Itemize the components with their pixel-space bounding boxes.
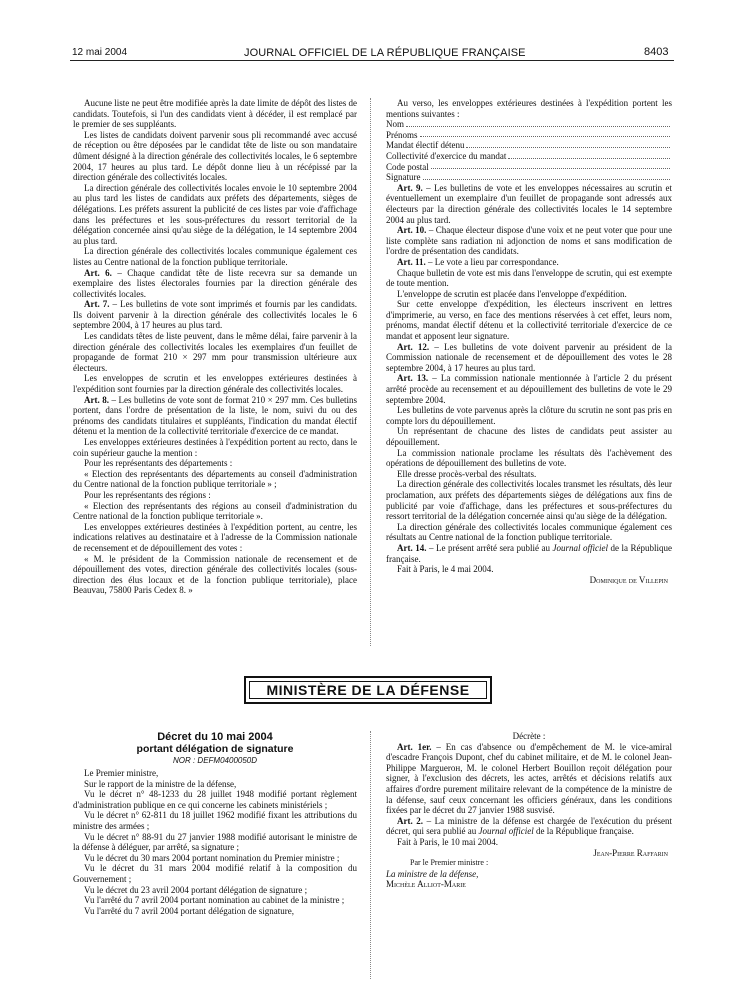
visa: Vu le décret du 23 avril 2004 portant délégation de signature ;: [84, 884, 308, 895]
article-8: [73, 395, 357, 437]
article-label: Art. 10.: [397, 225, 427, 236]
paragraph: Les listes de candidats doivent parvenir sous pli recommandé avec accusé de réception ou être déposées par le candidat tête de liste ou son mandataire dûment désigné à la direction générale des collectivités locales, le 6 septembre 2004, 17 heures au plus tard. Le dépôt donne lieu à un récépissé par la direction générale des collectivités locales.: [73, 129, 357, 183]
article-text: de la République française.: [386, 542, 673, 564]
article-12: [386, 342, 672, 374]
article-label: Art. 13.: [397, 373, 429, 384]
paragraph: La commission nationale proclame les résultats dès l'achèvement des opérations de dépouillement des bulletins de vote.: [386, 447, 672, 469]
decree-heading: [73, 731, 357, 766]
nor-reference: NOR : DEFM0400050D: [172, 756, 258, 765]
article-text: – La ministre de la défense est chargée de l'exécution du présent décret, qui sera publié au: [386, 815, 673, 837]
article-label: Art. 2.: [397, 815, 424, 826]
par-le-premier-ministre: Par le Premier ministre :: [410, 858, 489, 868]
paragraph: La direction générale des collectivités locales transmet les résultats, dès leur proclamation, aux préfets des départements sièges de délégations aux fins de publicité par voie d'affichage, dans les préfectures et sous-préfectures du ressort territorial de la délégation concernée ainsi qu'au siège de la délégation.: [386, 479, 672, 522]
paragraph: Les candidats têtes de liste peuvent, dans le même délai, faire parvenir à la direction générale des collectivités locales les exemplaires d'un feuillet de propagande de format 210 × 297 mm pour transmission ultérieure aux électeurs.: [73, 331, 357, 373]
visa: Vu l'arrêté du 7 avril 2004 portant délégation de signature,: [84, 905, 295, 916]
form-field: Collectivité d'exercice du mandat: [386, 151, 672, 162]
paragraph: La direction générale des collectivités locales envoie le 10 septembre 2004 au plus tard les listes de candidats aux préfets des départements, sièges de délégations. Les préfets assurent la publicité de ces listes par voie d'affichage dans les préfectures et les sous-préfectures du ressort territorial de la délégation concernée ainsi qu'au siège de la délégation, le 14 septembre 2004 au plus tard.: [73, 182, 357, 246]
article-text: de la République française.: [535, 826, 634, 837]
article-text: – Chaque candidat tête de liste recevra sur sa demande un exemplaire des listes électorales fournies par la direction générale des collectivités locales.: [73, 267, 358, 299]
signature-place-date: Fait à Paris, le 4 mai 2004.: [397, 564, 494, 575]
visa: Vu le décret n° 88-91 du 27 janvier 1988 modifié autorisant le ministre de la défense à déléguer, par arrêté, sa signature ;: [73, 831, 357, 853]
form-field: Code postal: [386, 162, 672, 173]
paragraph: Aucune liste ne peut être modifiée après la date limite de dépôt des listes de candidats. Toutefois, si l'un des candidats vient à décéder, il est remplacé par le premier de ses suppléants.: [73, 98, 357, 130]
article-text: – Chaque électeur dispose d'une voix et ne peut voter que pour une liste complète sans radiation ni adjonction de noms et sans modification de l'ordre de présentation des candidats.: [386, 225, 672, 257]
decree-title: Décret du 10 mai 2004: [157, 731, 273, 743]
article-11: [386, 257, 672, 268]
paragraph: L'enveloppe de scrutin est placée dans l'enveloppe d'expédition.: [397, 288, 627, 299]
article-label: Art. 7.: [84, 299, 110, 310]
column-divider: [370, 98, 371, 646]
article-text: – En cas d'absence ou d'empêchement de M. le vice-amiral d'escadre François Dupont, chef du cabinet militaire, et de M. le colonel Jean-Philippe Marguerон, M. le colonel Herbert Bouillon reçoit délégation pour signer, à l'exclusion des décrets, les actes, arrêtés et décisions relatifs aux affaires d'ordre purement militaire relevant de la compétence de la ministre de la défense, sauf ceux concernant les officiers généraux, dans les conditions fixées par le décret du 27 janvier 1988 susvisé.: [386, 741, 673, 816]
paragraph: Pour les représentants des régions :: [84, 489, 211, 500]
article-9: [386, 183, 672, 225]
page-header: [0, 0, 748, 59]
paragraph: Les enveloppes extérieures destinées à l'expédition portent au recto, dans le coin supérieur gauche la mention :: [73, 437, 357, 458]
article-label: Art. 9.: [397, 182, 423, 193]
minister-title: La ministre de la défense,: [386, 868, 479, 879]
article-text: – Les bulletins de vote sont imprimés et fournis par les candidats. Ils doivent parvenir à la direction générale des collectivités locales le 6 septembre 2004, à 17 heures au plus tard.: [73, 299, 357, 331]
article-1: [386, 742, 672, 816]
header-date: 12 mai 2004: [72, 47, 128, 58]
article-2: [386, 816, 672, 837]
paragraph: La direction générale des collectivités locales communique également ces résultats au Centre national de la fonction publique territoriale.: [386, 521, 672, 543]
decree-visas: [73, 768, 357, 916]
article-label: Art. 8.: [84, 394, 110, 405]
paragraph: Les bulletins de vote parvenus après la clôture du scrutin ne sont pas pris en compte lors du dépouillement.: [386, 405, 672, 426]
form-field: Signature: [386, 172, 672, 183]
article-label: Art. 14.: [397, 542, 427, 553]
left-column: [73, 98, 357, 596]
article-label: Art. 11.: [397, 256, 426, 267]
signature-place-date: Fait à Paris, le 10 mai 2004.: [397, 836, 498, 847]
paragraph: Au verso, les enveloppes extérieures destinées à l'expédition portent les mentions suivantes :: [386, 98, 672, 119]
article-13: [386, 373, 672, 405]
visa: Sur le rapport de la ministre de la défense,: [84, 778, 237, 789]
ministry-banner: [244, 676, 492, 704]
decree-subtitle: portant délégation de signature: [136, 743, 294, 755]
paragraph: La direction générale des collectivités locales communique également ces listes au Centre national de la fonction publique territoriale.: [73, 246, 357, 267]
form-field: Nom: [386, 119, 672, 130]
article-14: [386, 543, 672, 564]
paragraph: Les enveloppes de scrutin et les enveloppes extérieures destinées à l'expédition sont fournies par la direction générale des collectivités locales.: [73, 373, 357, 395]
header-rule: [70, 60, 674, 61]
minister-name: Michèle Alliot-Marie: [386, 879, 466, 890]
journal-officiel: Journal officiel: [552, 542, 608, 553]
form-field: Prénoms: [386, 130, 672, 141]
paragraph: Sur cette enveloppe d'expédition, les électeurs inscrivent en lettres d'imprimerie, au verso, en face des mentions réservées à cet effet, leurs nom, prénoms, mandat électif détenu et la collectivité territoriale d'exercice de ce mandat et apposent leur signature.: [386, 299, 672, 342]
article-text: – Les bulletins de vote doivent parvenir au président de la Commission nationale de recensement et de dépouillement des votes le 28 septembre 2004, à 17 heures au plus tard.: [386, 341, 672, 373]
paragraph: Chaque bulletin de vote est mis dans l'enveloppe de scrutin, qui est exempte de toute mention.: [386, 267, 672, 289]
paragraph: Pour les représentants des départements :: [84, 458, 233, 469]
article-text: – Le vote a lieu par correspondance.: [428, 256, 559, 267]
decrete: Décrète :: [512, 731, 546, 741]
article-label: Art. 12.: [397, 341, 430, 352]
ministry-title: MINISTÈRE DE LA DÉFENSE: [249, 681, 487, 699]
signatory: Dominique de Villepin: [589, 574, 668, 585]
paragraph: Un représentant de chacune des listes de candidats peut assister au dépouillement.: [386, 426, 672, 447]
article-text: – La commission nationale mentionnée à l'article 2 du présent arrêté procède au recensement et au dépouillement des bulletins de vote le 29 septembre 2004.: [386, 373, 672, 405]
visa: Vu le décret du 30 mars 2004 portant nomination du Premier ministre ;: [84, 852, 340, 863]
article-text: – Les bulletins de vote sont de format 210 × 297 mm. Ces bulletins portent, dans l'ordre de présentation de la liste, le nom, suivi du ou des prénoms des candidats titulaires et suppléants, l'indication du mandat électif détenu et la mention de la collectivité territoriale d'exercice de ce mandat.: [73, 394, 358, 437]
article-7: [73, 299, 357, 331]
paragraph: « Election des représentants des départements au conseil d'administration du Centre national de la fonction publique territoriale » ;: [73, 468, 357, 490]
article-10: [386, 225, 672, 257]
visa: Vu le décret n° 62-811 du 18 juillet 1962 modifié fixant les attributions du ministre des armées ;: [73, 810, 357, 831]
paragraph: Elle dresse procès-verbal des résultats.: [397, 468, 537, 479]
column-divider: [370, 731, 371, 979]
paragraph: Les enveloppes extérieures destinées à l'expédition portent, au centre, les indications relatives au destinataire et à l'adresse de la Commission nationale de recensement et de dépouillement des votes :: [73, 521, 357, 553]
article-label: Art. 6.: [84, 267, 112, 278]
paragraph: « M. le président de la Commission nationale de recensement et de dépouillement des votes, direction générale des collectivités locales (sous-direction des élus locaux et de la fonction publique territoriale), place Beauvau, 75800 Paris Cedex 8. »: [73, 553, 357, 596]
article-text: – Les bulletins de vote et les enveloppes nécessaires au scrutin et éventuellement un exemplaire d'un feuillet de propagande sont adressés aux électeurs par la direction générale des collectivités locales le 14 septembre 2004 au plus tard.: [386, 182, 672, 225]
visa: Vu le décret n° 48-1233 du 28 juillet 1948 modifié portant règlement d'administration publique en ce qui concerne les cabinets ministériels ;: [73, 789, 357, 810]
article-label: Art. 1er.: [397, 741, 432, 752]
article-text: – Le présent arrêté sera publié au: [429, 542, 550, 553]
right-column: [386, 98, 672, 585]
paragraph: « Election des représentants des régions au conseil d'administration du Centre national de la fonction publique territoriale ».: [73, 500, 357, 522]
form-field: Mandat électif détenu: [386, 140, 672, 151]
visa: Le Premier ministre,: [84, 768, 159, 778]
signatory: Jean-Pierre Raffarin: [593, 847, 668, 858]
article-6: [73, 268, 357, 300]
decree-body: [386, 731, 672, 890]
visa: Vu le décret du 31 mars 2004 modifié relatif à la composition du Gouvernement ;: [73, 863, 357, 884]
journal-officiel: Journal officiel: [478, 826, 534, 837]
page-number: 8403: [644, 46, 669, 58]
visa: Vu l'arrêté du 7 avril 2004 portant nomination au cabinet de la ministre ;: [84, 895, 345, 906]
journal-title: JOURNAL OFFICIEL DE LA RÉPUBLIQUE FRANÇAISE: [244, 47, 526, 59]
